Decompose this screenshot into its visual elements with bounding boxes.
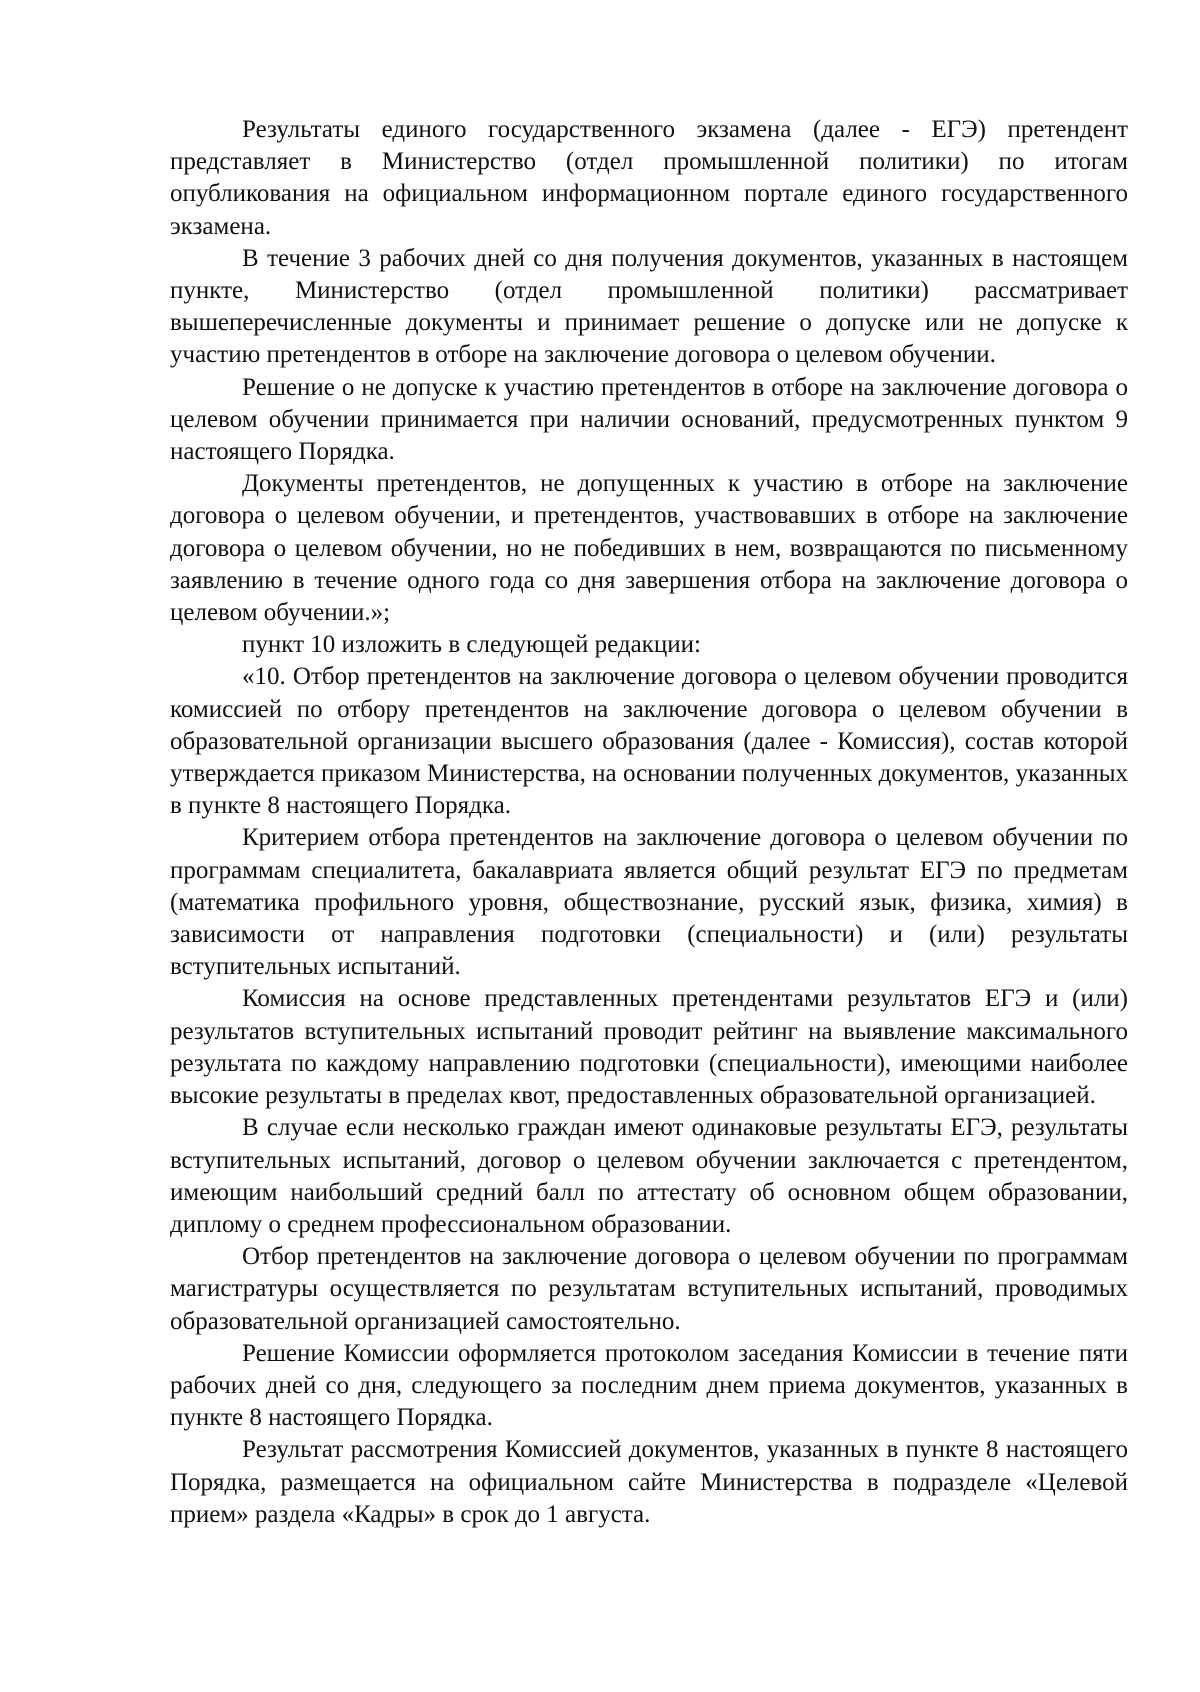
paragraph-amendment-intro: пункт 10 изложить в следующей редакции:: [242, 631, 701, 659]
paragraph-ege-results: Результаты единого государственного экзамена (далее - ЕГЭ) претендент представляет в Министерство (отдел промышленной политики) по итогам опубликования на официальном информационном портале единого государственного экзамена.: [170, 116, 1128, 240]
paragraph-masters-selection: Отбор претендентов на заключение договора о целевом обучении по программам магистратуры осуществляется по результатам вступительных испытаний, проводимых образовательной организацией самостоятельно.: [170, 1243, 1128, 1335]
paragraph-commission-decision: Решение Комиссии оформляется протоколом заседания Комиссии в течение пяти рабочих дней со дня, следующего за последним днем приема документов, указанных в пункте 8 настоящего Порядка.: [170, 1339, 1128, 1432]
paragraph-publication: Результат рассмотрения Комиссией документов, указанных в пункте 8 настоящего Порядка, размещается на официальном сайте Министерства в подразделе «Целевой прием» раздела «Кадры» в срок до 1 августа.: [170, 1436, 1128, 1528]
paragraph-selection-criterion: Критерием отбора претендентов на заключение договора о целевом обучении по программам специалитета, бакалавриата является общий результат ЕГЭ по предметам (математика профильного уровня, обществознание, русский язык, физика, химия) в зависимости от направления подготовки (специальности) и (или) результаты вступительных испытаний.: [170, 824, 1128, 981]
paragraph-non-admission: Решение о не допуске к участию претендентов в отборе на заключение договора о целевом обучении принимается при наличии оснований, предусмотренных пунктом 9 настоящего Порядка.: [170, 373, 1128, 466]
paragraph-equal-results: В случае если несколько граждан имеют одинаковые результаты ЕГЭ, результаты вступительных испытаний, договор о целевом обучении заключается с претендентом, имеющим наибольший средний балл по аттестату об основном общем образовании, диплому о среднем профессиональном образовании.: [170, 1114, 1128, 1238]
document-body: [170, 114, 1128, 1531]
paragraph-item-10: «10. Отбор претендентов на заключение договора о целевом обучении проводится комиссией по отбору претендентов на заключение договора о целевом обучении в образовательной организации высшего образования (далее - Комиссия), состав которой утверждается приказом Министерства, на основании полученных документов, указанных в пункте 8 настоящего Порядка.: [170, 663, 1128, 820]
paragraph-rating: Комиссия на основе представленных претендентами результатов ЕГЭ и (или) результатов вступительных испытаний проводит рейтинг на выявление максимального результата по каждому направлению подготовки (специальности), имеющими наиболее высокие результаты в пределах квот, предоставленных образовательной организацией.: [170, 985, 1128, 1110]
paragraph-review-period: В течение 3 рабочих дней со дня получения документов, указанных в настоящем пункте, Министерство (отдел промышленной политики) рассматривает вышеперечисленные документы и принимает решение о допуске или не допуске к участию претендентов в отборе на заключение договора о целевом обучении.: [170, 244, 1128, 369]
paragraph-documents-return: Документы претендентов, не допущенных к участию в отборе на заключение договора о целевом обучении, и претендентов, участвовавших в отборе на заключение договора о целевом обучении, но не победивших в нем, возвращаются по письменному заявлению в течение одного года со дня завершения отбора на заключение договора о целевом обучении.»;: [170, 470, 1128, 627]
